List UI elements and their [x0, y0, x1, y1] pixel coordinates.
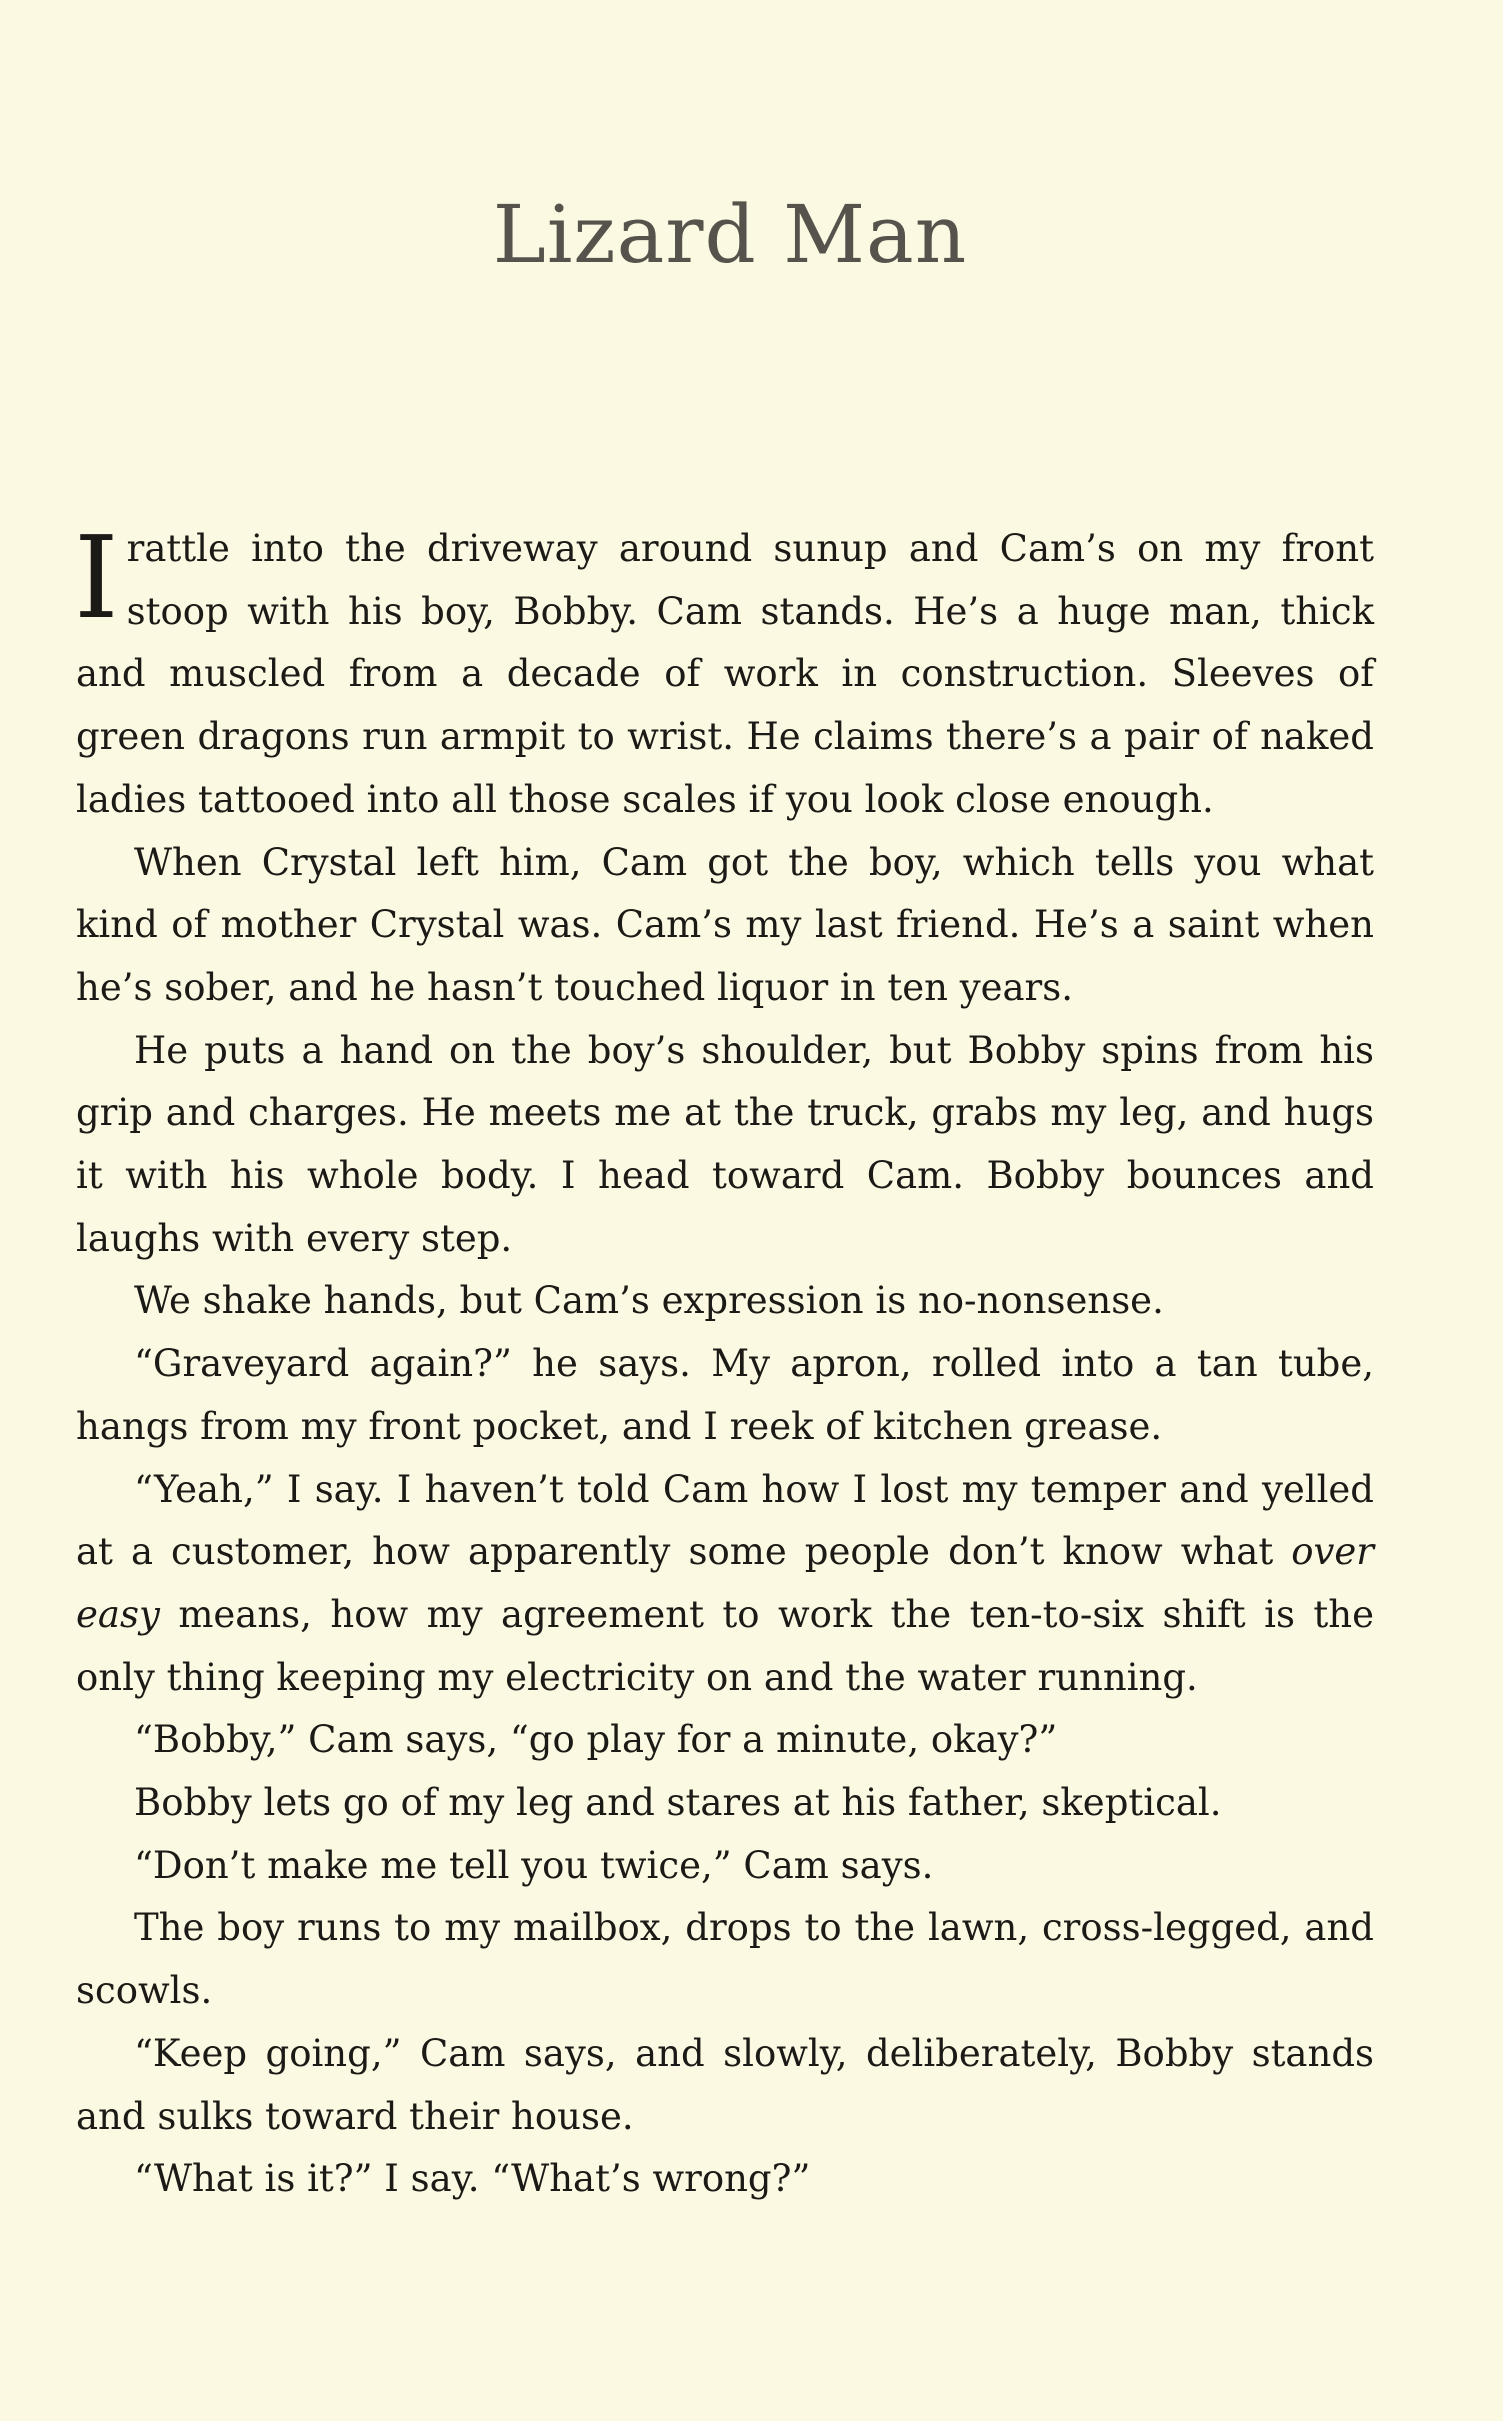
paragraph-2: When Crystal left him, Cam got the boy, which tells you what kind of mother Crystal was. Cam’s my last friend. He’s a saint when he’s sober, and he hasn’t touched liquor in ten years.	[76, 840, 1374, 1009]
paragraph-12: “What is it?” I say. “What’s wrong?”	[134, 2157, 811, 2201]
paragraph-1	[74, 512, 1374, 832]
body-text	[74, 512, 1374, 2211]
paragraph-7: “Bobby,” Cam says, “go play for a minute, okay?”	[134, 1718, 1058, 1762]
paragraph-8: Bobby lets go of my leg and stares at his father, skeptical.	[134, 1781, 1222, 1825]
paragraph-text: means, how my agreement to work the ten-to-six shift is the only thing keeping my electricity on and the water running.	[76, 1592, 1374, 1699]
paragraph-9: “Don’t make me tell you twice,” Cam says.	[134, 1843, 934, 1887]
drop-cap: I	[74, 512, 119, 644]
paragraph-11: “Keep going,” Cam says, and slowly, deliberately, Bobby stands and sulks toward their house.	[76, 2031, 1374, 2138]
paragraph-6	[76, 1459, 1374, 1710]
paragraph-10: The boy runs to my mailbox, drops to the lawn, cross-legged, and scowls.	[76, 1906, 1374, 2013]
paragraph-text: “Yeah,” I say. I haven’t told Cam how I lost my temper and yelled at a customer, how apparently some people don’t know what	[76, 1467, 1374, 1574]
paragraph-5: “Graveyard again?” he says. My apron, rolled into a tan tube, hangs from my front pocket, and I reek of kitchen grease.	[76, 1342, 1374, 1448]
chapter-title: Lizard Man	[492, 188, 968, 281]
paragraph-3: He puts a hand on the boy’s shoulder, but Bobby spins from his grip and charges. He meets me at the truck, grabs my leg, and hugs it with his whole body. I head toward Cam. Bobby bounces and laughs with every step.	[76, 1028, 1374, 1260]
paragraph-4: We shake hands, but Cam’s expression is no-nonsense.	[134, 1279, 1164, 1323]
emphasis-text: over easy	[76, 1530, 1374, 1636]
paragraph-text: rattle into the driveway around sunup and Cam’s on my front stoop with his boy, Bobby. Cam stands. He’s a huge man, thick and muscled from a decade of work in construction. Sleeves of green dragons run armpit to wrist. He claims there’s a pair of naked ladies tattooed into all those scales if you look close enough.	[76, 527, 1374, 821]
